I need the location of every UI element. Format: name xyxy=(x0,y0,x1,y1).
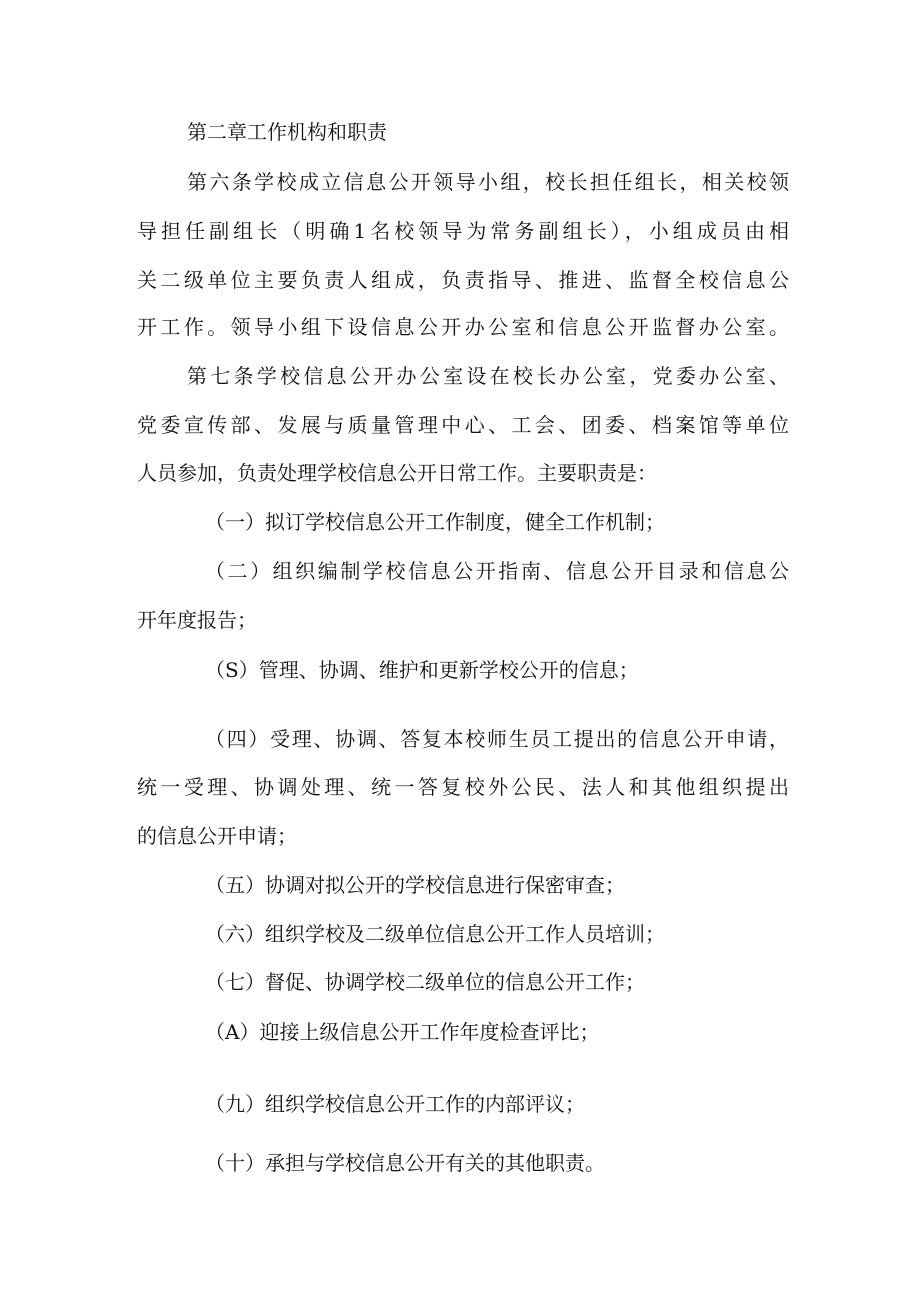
duty-item-4-line-3: 的信息公开申请； xyxy=(137,824,297,848)
duty-item-3: （S）管理、协调、维护和更新学校公开的信息； xyxy=(205,658,639,682)
duty-item-7: （七）督促、协调学校二级单位的信息公开工作； xyxy=(205,970,645,994)
duty-item-6: （六）组织学校及二级单位信息公开工作人员培训； xyxy=(205,922,665,946)
article-7-line-3: 人员参加，负责处理学校信息公开日常工作。主要职责是： xyxy=(137,461,657,485)
article-6-line-1: 第六条学校成立信息公开领导小组，校长担任组长，相关校领 xyxy=(187,170,789,194)
article-6-line-4: 开工作。领导小组下设信息公开办公室和信息公开监督办公室。 xyxy=(137,315,789,339)
duty-item-5: （五）协调对拟公开的学校信息进行保密审查； xyxy=(205,873,625,897)
duty-item-10: （十）承担与学校信息公开有关的其他职责。 xyxy=(205,1151,605,1175)
duty-item-8: （A）迎接上级信息公开工作年度检查评比； xyxy=(205,1020,600,1044)
duty-item-2-line-2: 开年度报告； xyxy=(137,608,257,632)
article-7-line-2: 党委宣传部、发展与质量管理中心、工会、团委、档案馆等单位 xyxy=(137,413,789,437)
article-6-line-3: 关二级单位主要负责人组成，负责指导、推进、监督全校信息公 xyxy=(137,268,789,292)
article-6-line-2: 导担任副组长（明确1名校领导为常务副组长），小组成员由相 xyxy=(137,219,789,243)
duty-item-4-line-1: （四）受理、协调、答复本校师生员工提出的信息公开申请， xyxy=(205,727,789,751)
chapter-title: 第二章工作机构和职责 xyxy=(187,120,387,144)
duty-item-9: （九）组织学校信息公开工作的内部评议； xyxy=(205,1092,585,1116)
duty-item-1: （一）拟订学校信息公开工作制度，健全工作机制； xyxy=(205,510,665,534)
article-7-line-1: 第七条学校信息公开办公室设在校长办公室，党委办公室、 xyxy=(187,364,789,388)
duty-item-2-line-1: （二）组织编制学校信息公开指南、信息公开目录和信息公 xyxy=(205,559,789,583)
duty-item-4-line-2: 统一受理、协调处理、统一答复校外公民、法人和其他组织提出 xyxy=(137,775,789,799)
